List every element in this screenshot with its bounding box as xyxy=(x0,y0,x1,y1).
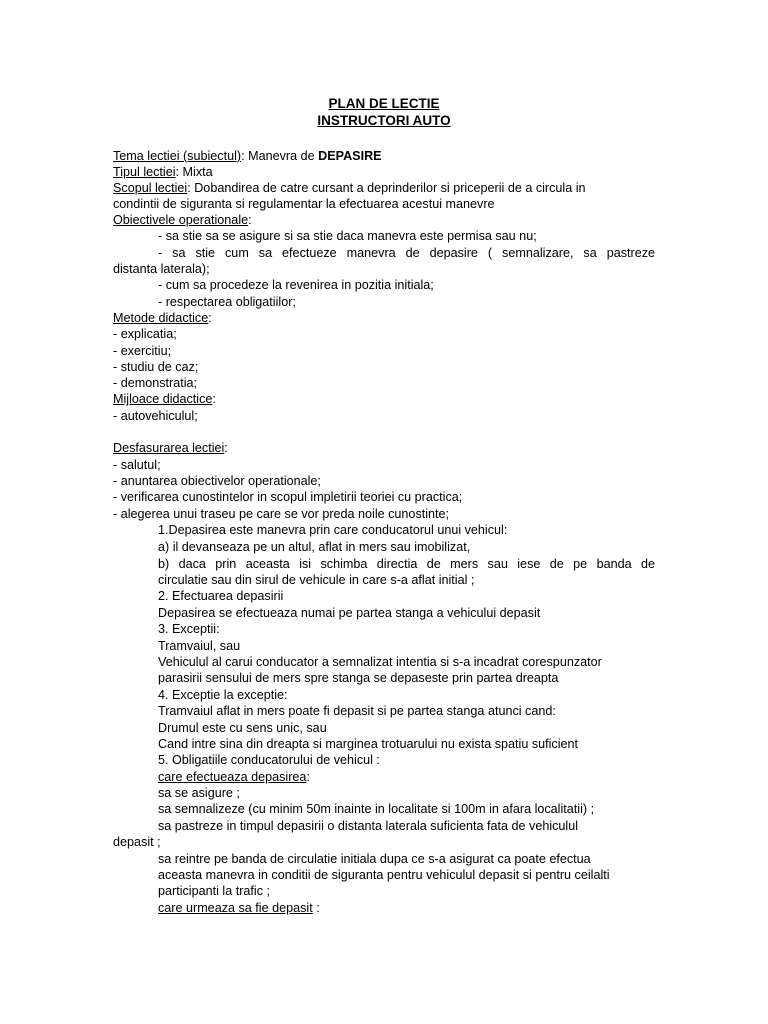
content-line: parasirii sensului de mers spre stanga se depaseste prin partea dreapta xyxy=(158,671,559,685)
list-item: distanta laterala); xyxy=(113,262,210,276)
content-line: 3. Exceptii: xyxy=(158,622,220,636)
content-line: care efectueaza depasirea: xyxy=(158,770,310,784)
list-item: - respectarea obligatiilor; xyxy=(158,295,296,309)
tema-bold: DEPASIRE xyxy=(318,149,382,163)
content-line: sa semnalizeze (cu minim 50m inainte in localitate si 100m in afara localitatii) ; xyxy=(158,802,595,816)
content-line: a) il devanseaza pe un altul, aflat in mers sau imobilizat, xyxy=(158,540,471,554)
content-line: participanti la trafic ; xyxy=(158,884,270,898)
page-subtitle: INSTRUCTORI AUTO xyxy=(317,113,451,128)
list-item: - autovehiculul; xyxy=(113,409,198,423)
content-line: sa pastreze in timpul depasirii o distanta laterala suficienta fata de vehiculul xyxy=(158,819,579,833)
list-item: - sa stie cum sa efectueze manevra de depasire ( semnalizare, sa pastreze xyxy=(158,246,655,260)
metode-heading: Metode didactice: xyxy=(113,311,212,325)
scopul-line: Scopul lectiei: Dobandirea de catre cursant a deprinderilor si priceperii de a circula in xyxy=(113,181,586,195)
tipul-line: Tipul lectiei: Mixta xyxy=(113,165,213,179)
obiective-heading: Obiectivele operationale: xyxy=(113,213,252,227)
mijloace-heading: Mijloace didactice: xyxy=(113,392,216,406)
list-item: - studiu de caz; xyxy=(113,360,199,374)
content-line: sa reintre pe banda de circulatie initiala dupa ce s-a asigurat ca poate efectua xyxy=(158,852,591,866)
tema-label: Tema lectiei (subiectul) xyxy=(113,149,242,163)
list-item: - demonstratia; xyxy=(113,376,197,390)
content-line: 4. Exceptie la exceptie: xyxy=(158,688,288,702)
tema-line: Tema lectiei (subiectul): Manevra de DEPASIRE xyxy=(113,149,382,163)
content-line: aceasta manevra in conditii de siguranta pentru vehiculul depasit si pentru ceilalti xyxy=(158,868,610,882)
content-line: Tramvaiul aflat in mers poate fi depasit si pe partea stanga atunci cand: xyxy=(158,704,556,718)
content-line: Drumul este cu sens unic, sau xyxy=(158,721,327,735)
list-item: - exercitiu; xyxy=(113,344,172,358)
list-item: - cum sa procedeze la revenirea in pozitia initiala; xyxy=(158,278,434,292)
list-item: - explicatia; xyxy=(113,327,177,341)
content-line: care urmeaza sa fie depasit : xyxy=(158,901,320,915)
content-line: depasit ; xyxy=(113,835,161,849)
content-line: Vehiculul al carui conducator a semnalizat intentia si s-a incadrat corespunzator xyxy=(158,655,602,669)
list-item: - salutul; xyxy=(113,458,161,472)
desfasurare-heading: Desfasurarea lectiei: xyxy=(113,441,228,455)
content-line: Depasirea se efectueaza numai pe partea stanga a vehicului depasit xyxy=(158,606,541,620)
content-line: 5. Obligatiile conducatorului de vehicul : xyxy=(158,753,380,767)
tipul-label: Tipul lectiei xyxy=(113,165,176,179)
list-item: - sa stie sa se asigure si sa stie daca manevra este permisa sau nu; xyxy=(158,229,537,243)
content-line: sa se asigure ; xyxy=(158,786,240,800)
content-line: b) daca prin aceasta isi schimba directia de mers sau iese de pe banda de xyxy=(158,557,655,571)
content-line: 2. Efectuarea depasirii xyxy=(158,589,284,603)
content-line: circulatie sau din sirul de vehicule in care s-a aflat initial ; xyxy=(158,573,475,587)
content-line: 1.Depasirea este manevra prin care conducatorul unui vehicul: xyxy=(158,523,508,537)
list-item: - anuntarea obiectivelor operationale; xyxy=(113,474,321,488)
content-line: Tramvaiul, sau xyxy=(158,639,241,653)
list-item: - alegerea unui traseu pe care se vor preda noile cunostinte; xyxy=(113,507,450,521)
content-line: Cand intre sina din dreapta si marginea trotuarului nu exista spatiu suficient xyxy=(158,737,579,751)
scopul-line2: condintii de siguranta si regulamentar la efectuarea acestui manevre xyxy=(113,197,495,211)
page-title: PLAN DE LECTIE xyxy=(328,96,440,111)
list-item: - verificarea cunostintelor in scopul impletirii teoriei cu practica; xyxy=(113,490,463,504)
scopul-label: Scopul lectiei xyxy=(113,181,188,195)
